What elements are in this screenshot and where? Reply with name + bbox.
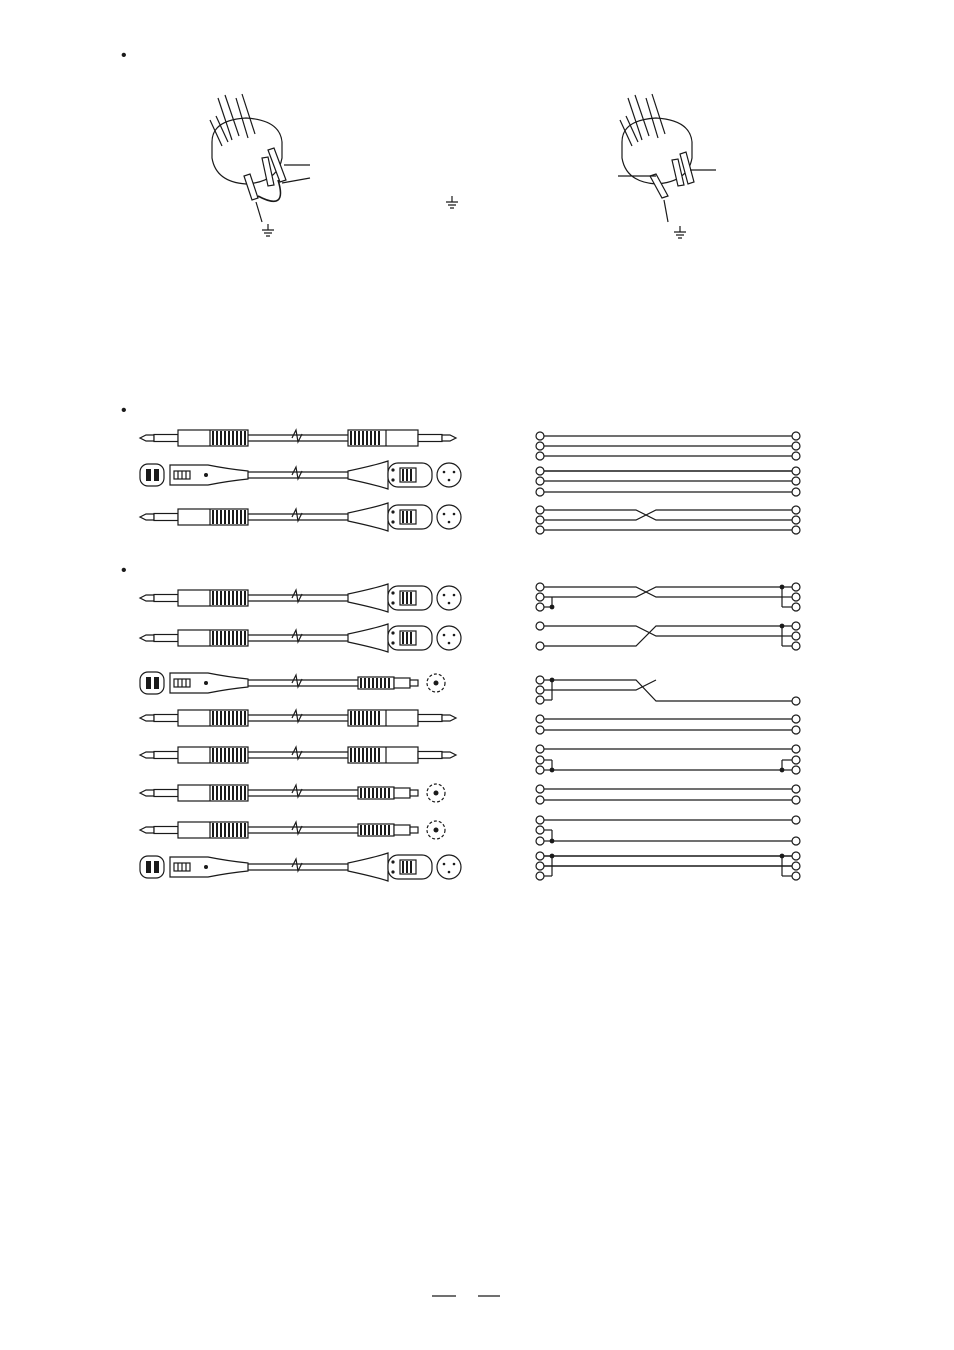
- wiring-icon: [536, 432, 800, 880]
- bullet-plugs: •: [121, 47, 127, 64]
- cable-icon: [140, 430, 461, 881]
- plug-left-icon: [210, 94, 310, 222]
- plug-right-icon: [618, 94, 716, 222]
- bullet-cables-a: •: [121, 402, 127, 419]
- bullet-cables-b: •: [121, 562, 127, 579]
- ground-symbol-icon: [262, 196, 686, 238]
